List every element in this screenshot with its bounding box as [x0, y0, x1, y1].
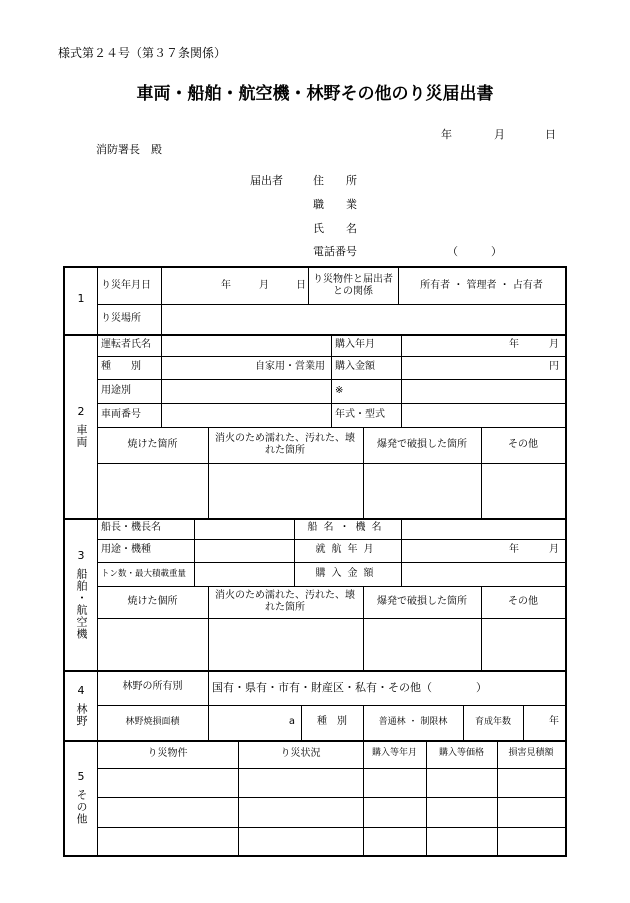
section-3-name: 船舶・航空機 [75, 567, 88, 640]
section-4-header [65, 670, 97, 740]
disaster-date-month: 月 [259, 279, 269, 291]
row-line [97, 768, 565, 769]
disaster-place-label: り災場所 [101, 312, 141, 324]
filer-phone-label: 電話番号 [313, 245, 357, 258]
section-5-number: 5 [77, 770, 85, 783]
form-number-label: 様式第２４号（第３７条関係） [58, 46, 227, 60]
section-1-number: 1 [77, 291, 85, 305]
area-unit: a [288, 716, 295, 728]
property-header: り災物件 [147, 747, 188, 759]
ship-other-label: その他 [508, 595, 538, 607]
section-3-header [65, 518, 97, 670]
relation-label: り災物件と届出者との関係 [313, 273, 393, 297]
row-line [97, 463, 565, 464]
vehicle-type-label: 種 別 [101, 361, 141, 373]
row-line [97, 618, 565, 619]
water-damage-label: 消火のため濡れた、汚れた、壊れた箇所 [215, 432, 355, 456]
relation-options: 所有者 ・ 管理者 ・ 占有者 [420, 279, 543, 291]
driver-name-label: 運転者氏名 [101, 338, 151, 350]
disaster-date-year: 年 [221, 279, 231, 291]
date-day-label: 日 [545, 128, 556, 141]
ship-burned-label: 焼けた個所 [127, 595, 178, 607]
burned-parts-label: 焼けた箇所 [127, 438, 178, 450]
burned-area-label: 林野焼損面積 [125, 716, 180, 727]
filer-name-label: 氏 名 [313, 222, 357, 235]
ship-price-label: 購入金額 [315, 567, 380, 579]
forest-type-label: 種 別 [317, 716, 347, 728]
section-2-name: 車両 [75, 423, 88, 448]
growth-years-unit: 年 [549, 716, 559, 728]
date-year-label: 年 [441, 128, 452, 141]
service-date-label: 就航年月 [315, 544, 380, 556]
damage-estimate-header: 損害見積額 [508, 748, 554, 759]
col-line [208, 586, 209, 670]
purchase-price-header: 購入等価格 [438, 748, 484, 759]
tonnage-label: トン数・最大積載重量 [101, 568, 187, 579]
ship-use-label: 用途・機種 [101, 544, 151, 556]
section-3-number: 3 [77, 548, 85, 562]
forest-owner-options: 国有・県有・市有・財産区・私有・その他（ ） [212, 680, 487, 694]
row-line [97, 304, 565, 305]
forest-owner-label: 林野の所有別 [122, 681, 183, 693]
ship-explosion-label: 爆発で破損した箇所 [377, 595, 467, 607]
ship-water-damage-label: 消火のため濡れた、汚れた、壊れた箇所 [215, 589, 355, 613]
purchase-price-label: 購入金額 [335, 361, 375, 373]
filer-occupation-label: 職 業 [313, 198, 357, 211]
disaster-date-day: 日 [296, 279, 306, 291]
purchase-price-unit: 円 [549, 361, 559, 373]
row-line [97, 827, 565, 828]
section-2-number: 2 [77, 404, 85, 418]
captain-name-label: 船長・機長名 [101, 522, 161, 534]
filer-phone-parens: （ ） [447, 245, 502, 258]
disaster-date-label: り災年月日 [101, 279, 151, 291]
vehicle-type-options: 自家用・営業用 [255, 361, 325, 373]
damage-status-header: り災状況 [280, 747, 321, 759]
forest-type-options: 普通林 ・ 制限林 [378, 716, 448, 727]
col-line [208, 427, 209, 518]
ship-name-label: 船名・機名 [307, 522, 388, 534]
row-line [97, 797, 565, 798]
explosion-damage-label: 爆発で破損した箇所 [377, 438, 467, 450]
col-line [161, 268, 162, 334]
date-month-label: 月 [494, 128, 505, 141]
filer-address-label: 住 所 [313, 174, 357, 187]
form-title: 車両・船舶・航空機・林野その他のり災届出書 [136, 84, 494, 104]
growth-years-label: 育成年数 [474, 716, 511, 727]
filer-label: 届出者 [250, 174, 283, 187]
section-2-header [65, 334, 97, 518]
purchase-date-units: 年 月 [509, 338, 559, 350]
vehicle-number-label: 車両番号 [101, 408, 141, 420]
vehicle-use-label: 用途別 [101, 384, 131, 396]
report-form-table [63, 266, 567, 857]
purchase-date-label: 購入年月 [335, 338, 375, 350]
section-4-number: 4 [77, 683, 85, 697]
addressee: 消防署長 殿 [96, 143, 162, 156]
other-label: その他 [508, 438, 538, 450]
note-mark: ※ [335, 384, 344, 396]
section-5-name: その他 [75, 789, 88, 825]
section-5-header [65, 740, 97, 855]
purchase-date-header: 購入等年月 [371, 748, 417, 759]
section-4-name: 林野 [75, 702, 88, 727]
vehicle-model-label: 年式・型式 [335, 408, 385, 420]
section-1-header [65, 268, 97, 334]
service-date-units: 年 月 [509, 544, 559, 556]
col-line [161, 334, 162, 427]
